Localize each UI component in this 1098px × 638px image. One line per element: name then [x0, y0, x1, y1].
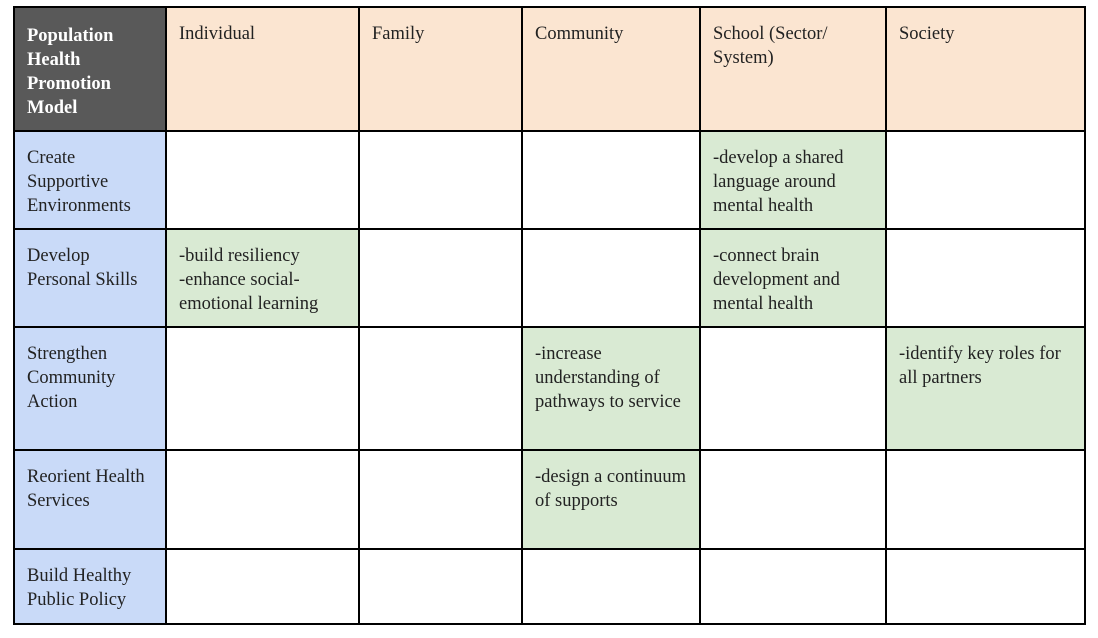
table-cell — [700, 327, 886, 450]
table-cell — [166, 131, 359, 229]
row-header-build-healthy-public-policy: Build Healthy Public Policy — [14, 549, 166, 624]
population-health-promotion-table — [13, 6, 1086, 625]
column-header-community: Community — [522, 7, 700, 131]
table-cell: -develop a shared language around mental health — [700, 131, 886, 229]
table-cell — [359, 549, 522, 624]
table-cell — [886, 131, 1085, 229]
table-row — [14, 549, 1085, 624]
table-cell — [166, 549, 359, 624]
table-cell: -increase understanding of pathways to service — [522, 327, 700, 450]
table-cell — [166, 450, 359, 549]
table-cell: -connect brain development and mental health — [700, 229, 886, 327]
corner-header: Population Health Promotion Model — [14, 7, 166, 131]
row-header-reorient-health-services: Reorient Health Services — [14, 450, 166, 549]
table-cell — [886, 450, 1085, 549]
table-row — [14, 131, 1085, 229]
row-header-develop-personal-skills: Develop Personal Skills — [14, 229, 166, 327]
table-cell — [166, 327, 359, 450]
table-cell — [700, 450, 886, 549]
table-cell — [700, 549, 886, 624]
column-header-family: Family — [359, 7, 522, 131]
table-cell — [522, 229, 700, 327]
table-cell — [359, 229, 522, 327]
table-cell: -build resiliency -enhance social-emotional learning — [166, 229, 359, 327]
table-row — [14, 229, 1085, 327]
column-header-society: Society — [886, 7, 1085, 131]
table-cell — [886, 229, 1085, 327]
table-row — [14, 327, 1085, 450]
table-cell — [886, 549, 1085, 624]
table-cell — [522, 549, 700, 624]
row-header-create-supportive-environments: Create Supportive Environments — [14, 131, 166, 229]
table-cell: -design a continuum of supports — [522, 450, 700, 549]
row-header-strengthen-community-action: Strengthen Community Action — [14, 327, 166, 450]
column-header-individual: Individual — [166, 7, 359, 131]
header-row — [14, 7, 1085, 131]
table-row — [14, 450, 1085, 549]
table-cell: -identify key roles for all partners — [886, 327, 1085, 450]
table-cell — [522, 131, 700, 229]
table-cell — [359, 450, 522, 549]
table-cell — [359, 131, 522, 229]
table-cell — [359, 327, 522, 450]
column-header-school: School (Sector/ System) — [700, 7, 886, 131]
